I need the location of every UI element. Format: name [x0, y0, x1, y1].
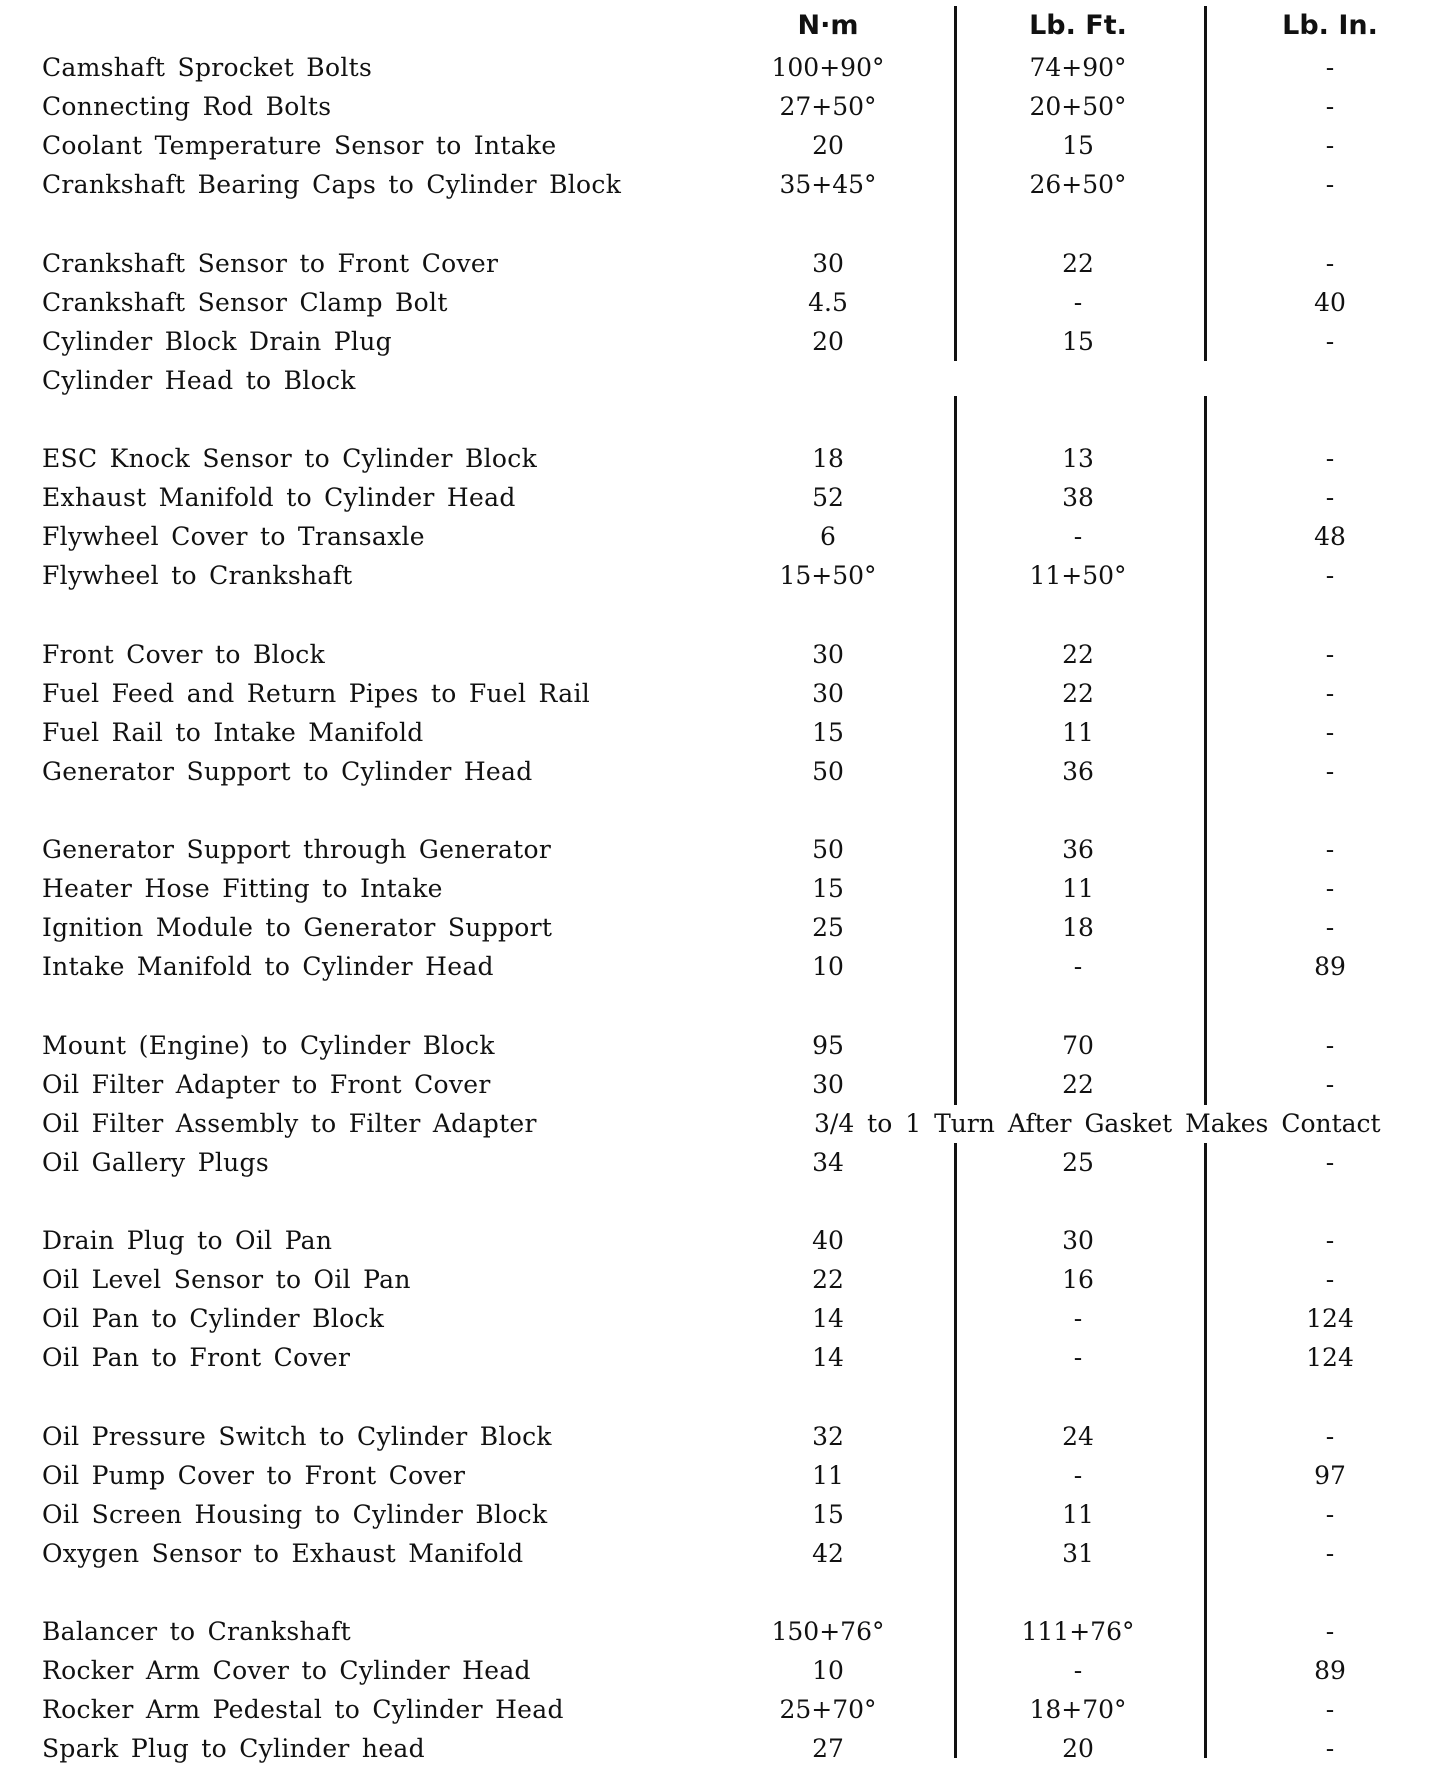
table-row — [0, 128, 1456, 164]
value-lb-in: - — [1325, 835, 1335, 864]
value-lb-ft: 15 — [1062, 326, 1094, 356]
value-nm: 100+90° — [771, 53, 885, 82]
value-lb-ft: 11 — [1062, 1499, 1094, 1529]
value-nm: 42 — [812, 1538, 844, 1568]
fastener-label: ESC Knock Sensor to Cylinder Block — [42, 444, 538, 473]
table-row — [0, 1731, 1456, 1767]
fastener-label: Oil Pan to Cylinder Block — [42, 1304, 385, 1334]
fastener-label: Coolant Temperature Sensor to Intake — [42, 131, 557, 161]
fastener-label: Oil Filter Adapter to Front Cover — [42, 1069, 491, 1099]
header-lb-ft: Lb. Ft. — [1029, 10, 1127, 41]
value-lb-ft: 11 — [1062, 874, 1094, 904]
value-lb-in: - — [1325, 1030, 1335, 1060]
table-row — [0, 324, 1456, 360]
value-lb-in: - — [1325, 1421, 1335, 1451]
fastener-label: Oil Screen Housing to Cylinder Block — [42, 1499, 548, 1529]
table-row — [0, 480, 1456, 516]
value-lb-in: - — [1325, 1695, 1335, 1725]
value-lb-in: - — [1325, 1069, 1335, 1099]
fastener-label: Exhaust Manifold to Cylinder Head — [42, 483, 516, 513]
value-nm: 10 — [812, 952, 844, 982]
value-lb-in: - — [1325, 444, 1335, 473]
fastener-label: Oil Filter Assembly to Filter Adapter — [42, 1108, 537, 1138]
fastener-label: Oil Gallery Plugs — [42, 1147, 269, 1177]
fastener-label: Crankshaft Sensor Clamp Bolt — [42, 287, 448, 317]
value-lb-ft: 36 — [1062, 756, 1094, 786]
value-lb-in: - — [1325, 1617, 1335, 1646]
fastener-label: Drain Plug to Oil Pan — [42, 1226, 333, 1255]
fastener-label: Balancer to Crankshaft — [42, 1617, 351, 1646]
value-lb-ft: 70 — [1062, 1030, 1094, 1060]
value-lb-in: 40 — [1314, 287, 1346, 317]
fastener-label: Rocker Arm Pedestal to Cylinder Head — [42, 1695, 564, 1725]
table-row — [0, 1301, 1456, 1337]
table-row — [0, 167, 1456, 203]
table-row — [0, 1106, 1456, 1142]
value-lb-ft: 22 — [1062, 1069, 1094, 1099]
table-row — [0, 1145, 1456, 1181]
value-lb-in: 48 — [1314, 522, 1346, 552]
table-row — [0, 1340, 1456, 1376]
value-lb-in: - — [1325, 1226, 1335, 1255]
value-nm: 4.5 — [808, 287, 848, 317]
value-lb-in: 89 — [1314, 1656, 1346, 1686]
table-row — [0, 519, 1456, 555]
value-lb-ft: 18+70° — [1029, 1695, 1127, 1725]
value-lb-in: - — [1325, 639, 1335, 669]
table-row — [0, 1262, 1456, 1298]
table-row — [0, 1653, 1456, 1689]
value-lb-in: - — [1325, 131, 1335, 161]
value-nm: 32 — [812, 1421, 844, 1451]
value-lb-ft: 22 — [1062, 639, 1094, 669]
value-nm: 27 — [812, 1734, 844, 1764]
value-lb-ft: - — [1073, 522, 1083, 552]
value-lb-in: - — [1325, 874, 1335, 904]
value-lb-in: 97 — [1314, 1460, 1346, 1490]
value-nm: 52 — [812, 483, 844, 513]
fastener-label: Spark Plug to Cylinder head — [42, 1734, 425, 1764]
header-nm: N·m — [797, 10, 859, 41]
value-lb-in: - — [1325, 756, 1335, 786]
value-lb-ft: 36 — [1062, 835, 1094, 864]
table-row — [0, 1223, 1456, 1259]
table-row — [0, 832, 1456, 868]
value-lb-in: - — [1325, 248, 1335, 278]
value-nm: 18 — [812, 444, 844, 473]
value-nm: 20 — [812, 131, 844, 161]
value-nm: 50 — [812, 835, 844, 864]
fastener-label: Oxygen Sensor to Exhaust Manifold — [42, 1538, 524, 1568]
value-lb-in: - — [1325, 483, 1335, 513]
value-nm: 30 — [812, 248, 844, 278]
value-lb-ft: 11+50° — [1029, 561, 1127, 591]
value-lb-in: - — [1325, 678, 1335, 708]
value-lb-in: - — [1325, 53, 1335, 82]
fastener-label: Oil Level Sensor to Oil Pan — [42, 1265, 411, 1295]
value-lb-ft: 24 — [1062, 1421, 1094, 1451]
value-lb-in: - — [1325, 913, 1335, 943]
value-lb-ft: 74+90° — [1029, 53, 1127, 82]
value-lb-ft: 20 — [1062, 1734, 1094, 1764]
value-nm: 50 — [812, 756, 844, 786]
value-nm: 22 — [812, 1265, 844, 1295]
value-nm: 95 — [812, 1030, 844, 1060]
value-lb-ft: 38 — [1062, 483, 1094, 513]
fastener-label: Cylinder Block Drain Plug — [42, 326, 392, 356]
value-nm: 15 — [812, 874, 844, 904]
value-lb-ft: - — [1073, 1656, 1083, 1686]
fastener-label: Fuel Feed and Return Pipes to Fuel Rail — [42, 678, 591, 708]
table-row — [0, 1419, 1456, 1455]
value-lb-ft: 13 — [1062, 444, 1094, 473]
table-row — [0, 1028, 1456, 1064]
value-nm: 150+76° — [771, 1617, 885, 1646]
value-lb-ft: - — [1073, 1460, 1083, 1490]
value-nm: 14 — [812, 1343, 844, 1373]
value-lb-ft: 16 — [1062, 1265, 1094, 1295]
value-lb-in: 89 — [1314, 952, 1346, 982]
value-nm: 25+70° — [779, 1695, 877, 1725]
value-nm: 20 — [812, 326, 844, 356]
fastener-label: Camshaft Sprocket Bolts — [42, 53, 373, 82]
value-lb-ft: 22 — [1062, 678, 1094, 708]
value-nm: 30 — [812, 1069, 844, 1099]
value-lb-ft: 111+76° — [1021, 1617, 1135, 1646]
value-lb-in: - — [1325, 92, 1335, 122]
table-row — [0, 676, 1456, 712]
value-lb-in: - — [1325, 561, 1335, 591]
value-lb-ft: - — [1073, 1343, 1083, 1373]
value-lb-in: 124 — [1306, 1304, 1354, 1334]
value-nm: 34 — [812, 1147, 844, 1177]
fastener-label: Front Cover to Block — [42, 639, 326, 669]
value-lb-ft: 30 — [1062, 1226, 1094, 1255]
fastener-label: Mount (Engine) to Cylinder Block — [42, 1030, 495, 1060]
value-lb-in: - — [1325, 1147, 1335, 1177]
table-row — [0, 949, 1456, 985]
fastener-label: Flywheel to Crankshaft — [42, 561, 353, 591]
table-row — [0, 1614, 1456, 1650]
value-lb-ft: 22 — [1062, 248, 1094, 278]
table-row — [0, 1692, 1456, 1728]
fastener-label: Oil Pump Cover to Front Cover — [42, 1460, 466, 1490]
value-lb-in: - — [1325, 170, 1335, 200]
table-row — [0, 637, 1456, 673]
value-nm: 30 — [812, 639, 844, 669]
value-lb-in: - — [1325, 1265, 1335, 1295]
value-lb-ft: 25 — [1062, 1147, 1094, 1177]
value-nm: 10 — [812, 1656, 844, 1686]
fastener-label: Oil Pan to Front Cover — [42, 1343, 351, 1373]
fastener-label: Intake Manifold to Cylinder Head — [42, 952, 494, 982]
header-lb-in: Lb. In. — [1282, 10, 1378, 41]
table-row — [0, 871, 1456, 907]
table-row — [0, 363, 1456, 399]
value-lb-ft: 26+50° — [1029, 170, 1127, 200]
value-nm: 15 — [812, 1499, 844, 1529]
value-nm: 14 — [812, 1304, 844, 1334]
value-lb-ft: - — [1073, 952, 1083, 982]
value-nm: 40 — [812, 1226, 844, 1255]
table-row — [0, 910, 1456, 946]
value-nm: 30 — [812, 678, 844, 708]
fastener-label: Oil Pressure Switch to Cylinder Block — [42, 1421, 552, 1451]
value-lb-ft: - — [1073, 1304, 1083, 1334]
table-row — [0, 441, 1456, 477]
value-nm: 25 — [812, 913, 844, 943]
fastener-label: Crankshaft Bearing Caps to Cylinder Block — [42, 170, 622, 200]
table-row — [0, 715, 1456, 751]
fastener-label: Flywheel Cover to Transaxle — [42, 522, 425, 552]
value-lb-in: - — [1325, 326, 1335, 356]
fastener-label: Fuel Rail to Intake Manifold — [42, 717, 424, 747]
value-lb-ft: - — [1073, 287, 1083, 317]
value-nm: 6 — [820, 522, 836, 552]
fastener-label: Cylinder Head to Block — [42, 365, 356, 395]
table-row — [0, 558, 1456, 594]
value-lb-in: - — [1325, 1538, 1335, 1568]
fastener-label: Rocker Arm Cover to Cylinder Head — [42, 1656, 531, 1686]
fastener-label: Connecting Rod Bolts — [42, 92, 332, 122]
table-row — [0, 1458, 1456, 1494]
fastener-label: Generator Support through Generator — [42, 835, 552, 864]
value-lb-ft: 31 — [1062, 1538, 1094, 1568]
table-row — [0, 1067, 1456, 1103]
table-row — [0, 89, 1456, 125]
value-lb-in: - — [1325, 1499, 1335, 1529]
fastener-label: Ignition Module to Generator Support — [42, 913, 553, 943]
table-row — [0, 50, 1456, 86]
value-lb-in: - — [1325, 717, 1335, 747]
table-row — [0, 754, 1456, 790]
value-lb-in: - — [1325, 1734, 1335, 1764]
value-nm: 35+45° — [779, 170, 877, 200]
value-nm: 15+50° — [779, 561, 877, 591]
value-nm: 11 — [812, 1460, 844, 1490]
value-lb-ft: 20+50° — [1029, 92, 1127, 122]
value-lb-ft: 15 — [1062, 131, 1094, 161]
fastener-label: Generator Support to Cylinder Head — [42, 756, 533, 786]
torque-note: 3/4 to 1 Turn After Gasket Makes Contact — [814, 1108, 1381, 1138]
value-lb-in: 124 — [1306, 1343, 1354, 1373]
fastener-label: Heater Hose Fitting to Intake — [42, 874, 443, 904]
value-nm: 15 — [812, 717, 844, 747]
table-row — [0, 1497, 1456, 1533]
value-nm: 27+50° — [779, 92, 877, 122]
table-row — [0, 285, 1456, 321]
table-row — [0, 1536, 1456, 1572]
value-lb-ft: 11 — [1062, 717, 1094, 747]
fastener-label: Crankshaft Sensor to Front Cover — [42, 248, 499, 278]
table-row — [0, 246, 1456, 282]
value-lb-ft: 18 — [1062, 913, 1094, 943]
